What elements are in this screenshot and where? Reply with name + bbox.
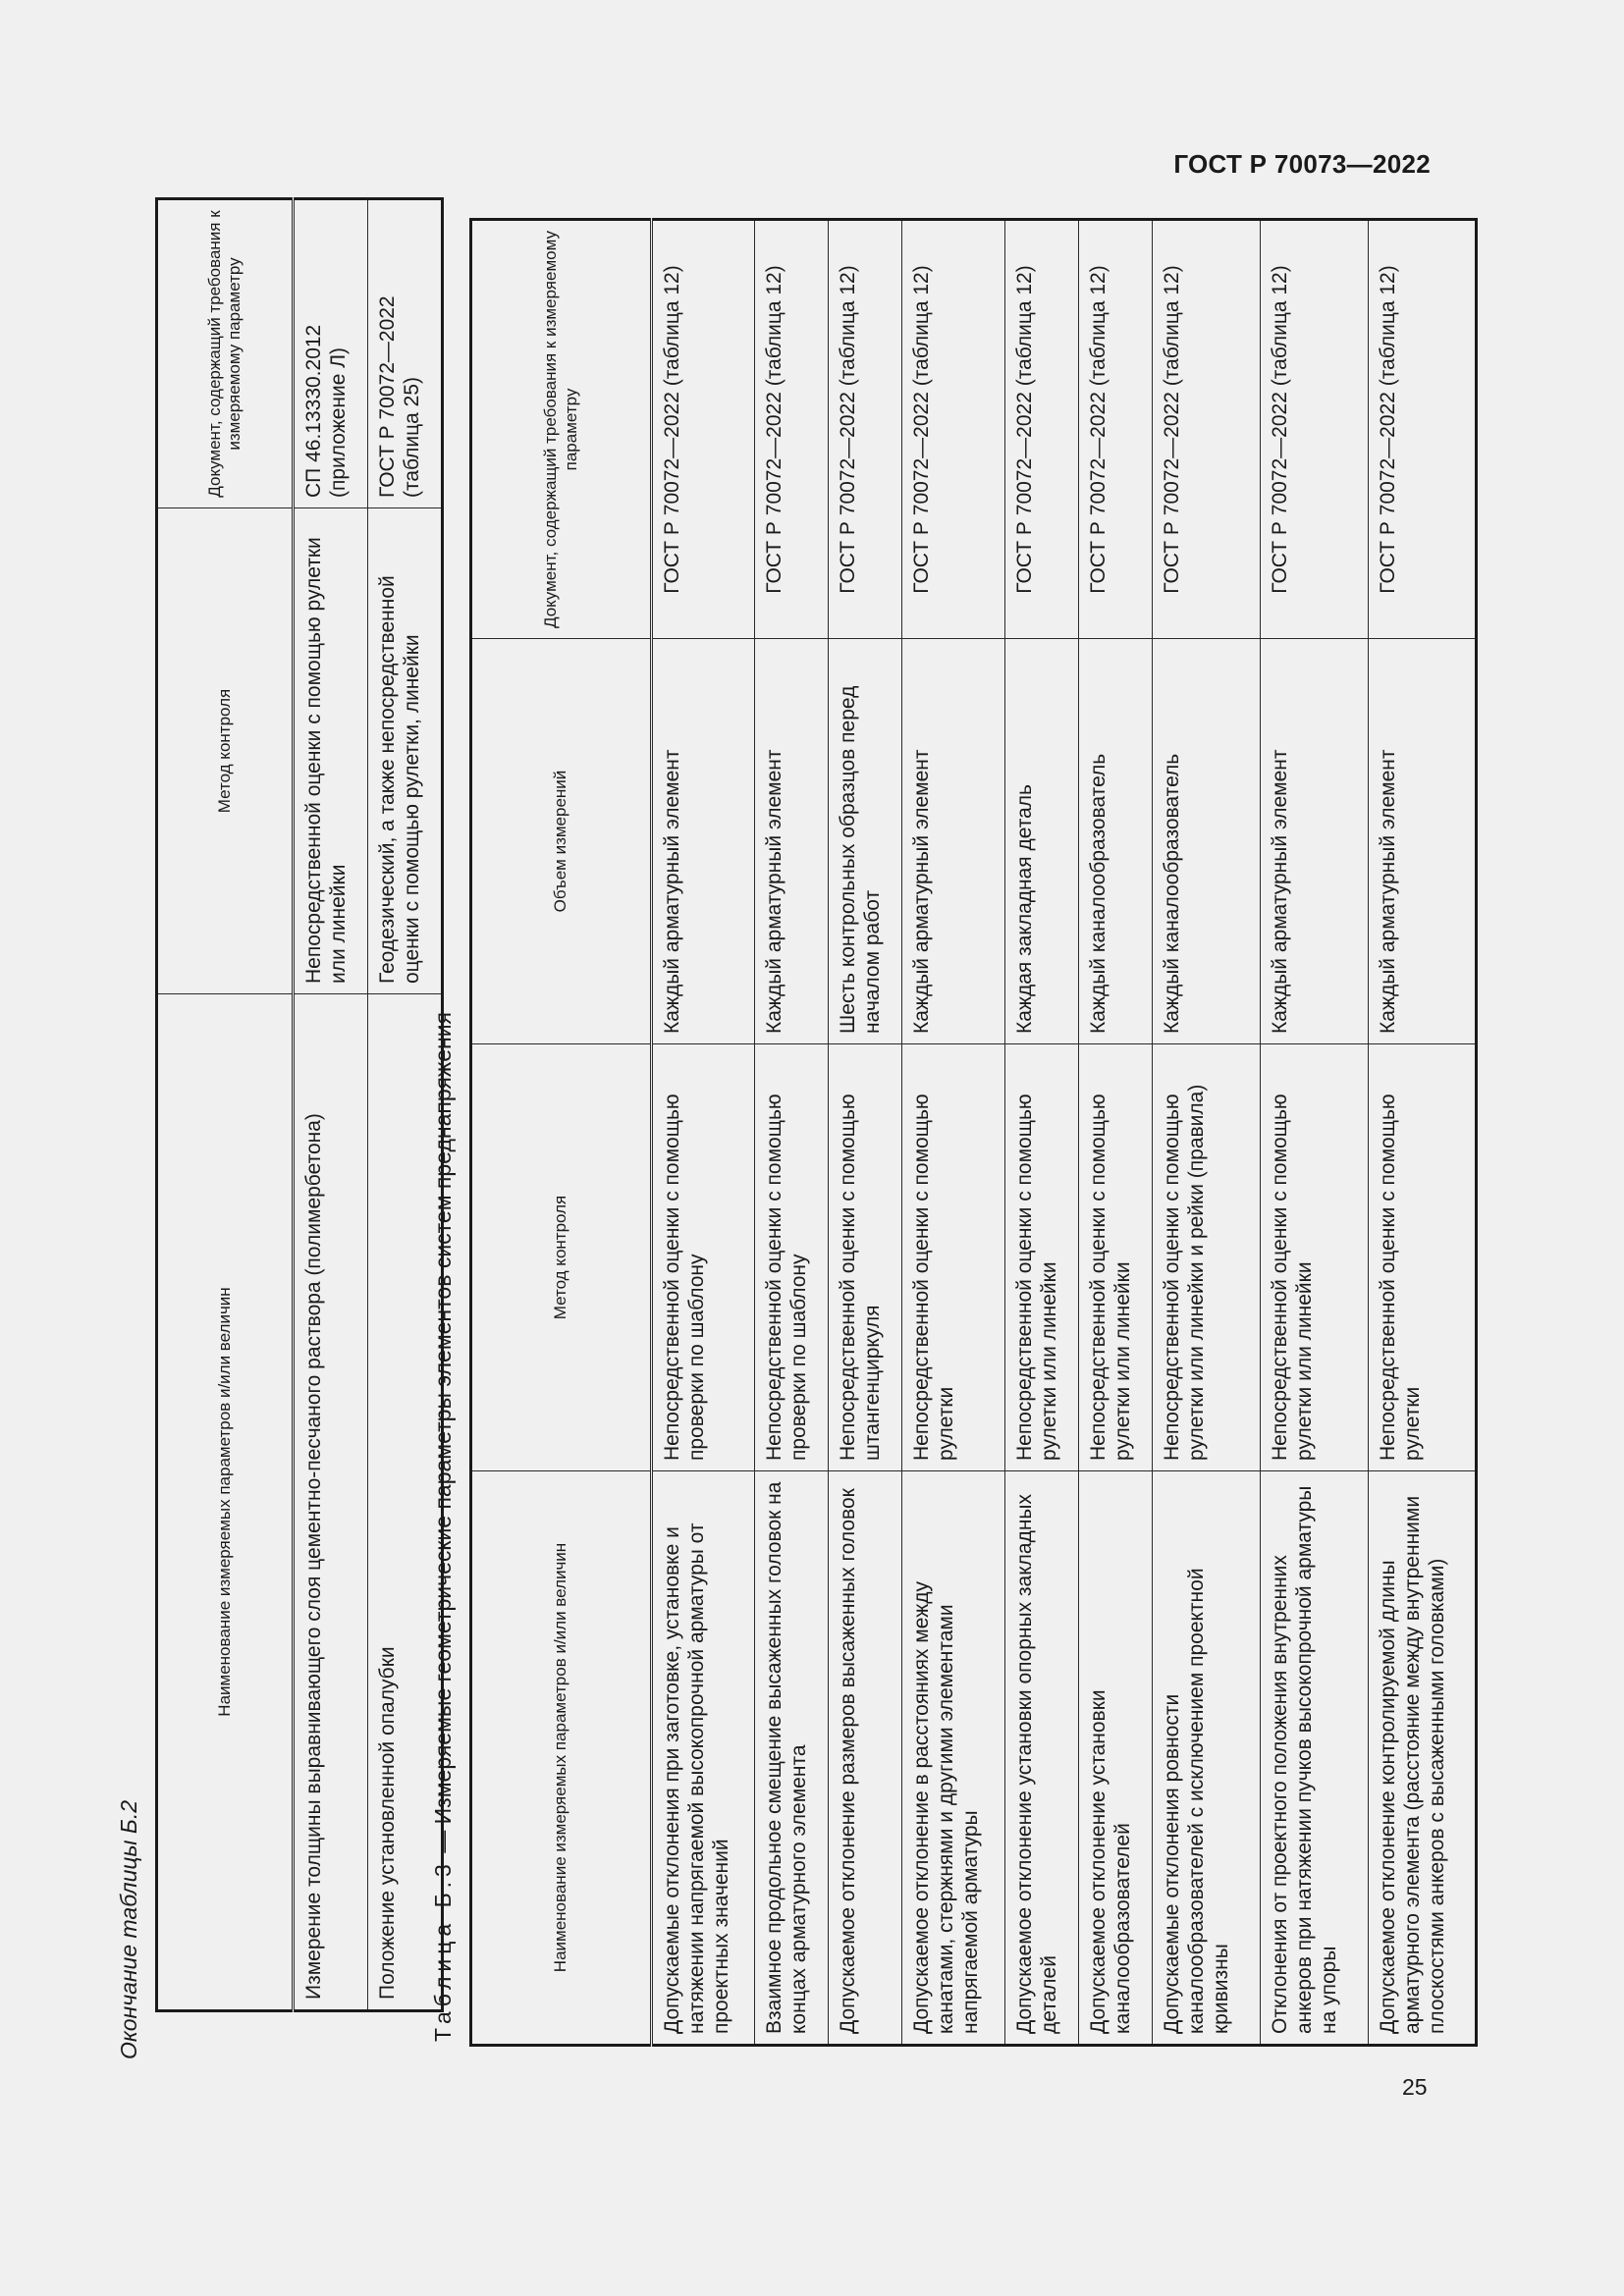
table-cell: ГОСТ Р 70072—2022 (таблица 12) bbox=[1005, 220, 1079, 639]
table-row bbox=[652, 220, 755, 2046]
table-b3-caption-label: Таблица Б.3 bbox=[430, 1859, 456, 2042]
table-cell: Взаимное продольное смещение высаженных головок на концах арматурного элемента bbox=[755, 1471, 829, 2046]
table-cell: Допускаемое отклонение размеров высаженных головок bbox=[829, 1471, 902, 2046]
table-cell: Непосредственной оценки с помощью рулетки или линейки bbox=[1005, 1044, 1079, 1471]
table-cell: Непосредственной оценки с помощью рулетки или линейки bbox=[294, 508, 368, 994]
table-b3-caption-text: — Измеряемые геометрические параметры элементов систем преднапряжения bbox=[430, 1012, 456, 1853]
table-cell: ГОСТ Р 70072—2022 (таблица 12) bbox=[1369, 220, 1477, 639]
table-b3-caption bbox=[430, 1012, 457, 2042]
table-b2-column-header: Наименование измеряемых параметров и/или величин bbox=[157, 994, 294, 2011]
table-cell: Допускаемое отклонение в расстояниях между канатами, стержнями и другими элементами напрягаемой арматуры bbox=[902, 1471, 1005, 2046]
table-cell: Непосредственной оценки с помощью проверки по шаблону bbox=[652, 1044, 755, 1471]
table-cell: ГОСТ Р 70072—2022 (таблица 25) bbox=[368, 199, 443, 508]
table-b2-column-header: Документ, содержащий требования к измеряемому параметру bbox=[157, 199, 294, 508]
rotated-page-content bbox=[108, 79, 1448, 2081]
table-cell: Допускаемое отклонение установки каналообразователей bbox=[1079, 1471, 1153, 2046]
table-b3 bbox=[469, 218, 1478, 2047]
table-b2-header-row bbox=[157, 199, 294, 2011]
table-row bbox=[294, 199, 368, 2011]
table-cell: Допускаемое отклонение установки опорных закладных деталей bbox=[1005, 1471, 1079, 2046]
table-row bbox=[1369, 220, 1477, 2046]
table-cell: Непосредственной оценки с помощью рулетки или линейки и рейки (правила) bbox=[1153, 1044, 1261, 1471]
table-cell: Шесть контрольных образцов перед началом работ bbox=[829, 639, 902, 1044]
table-cell: ГОСТ Р 70072—2022 (таблица 12) bbox=[829, 220, 902, 639]
table-cell: Допускаемые отклонения при заготовке, установке и натяжении напрягаемой высокопрочной арматуры от проектных значений bbox=[652, 1471, 755, 2046]
table-b3-column-header: Объем измерений bbox=[471, 639, 652, 1044]
table-cell: Каждый арматурный элемент bbox=[1261, 639, 1369, 1044]
table-row bbox=[902, 220, 1005, 2046]
table-b3-column-header: Наименование измеряемых параметров и/или величин bbox=[471, 1471, 652, 2046]
table-cell: Каждая закладная деталь bbox=[1005, 639, 1079, 1044]
table-cell: Измерение толщины выравнивающего слоя цементно-песчаного раствора (полимербетона) bbox=[294, 994, 368, 2011]
table-row bbox=[1153, 220, 1261, 2046]
table-cell: Непосредственной оценки с помощью штангенциркуля bbox=[829, 1044, 902, 1471]
table-cell: ГОСТ Р 70072—2022 (таблица 12) bbox=[1079, 220, 1153, 639]
page-number: 25 bbox=[1402, 2074, 1428, 2100]
table-row bbox=[1005, 220, 1079, 2046]
table-cell: Непосредственной оценки с помощью рулетки или линейки bbox=[1079, 1044, 1153, 1471]
table-cell: Непосредственной оценки с помощью проверки по шаблону bbox=[755, 1044, 829, 1471]
table-b3-column-header: Метод контроля bbox=[471, 1044, 652, 1471]
table-b2-continuation-caption: Окончание таблицы Б.2 bbox=[116, 1799, 141, 2059]
table-cell: Геодезический, а также непосредственной оценки с помощью рулетки, линейки bbox=[368, 508, 443, 994]
table-cell: Каждый каналообразователь bbox=[1079, 639, 1153, 1044]
table-cell: Отклонения от проектного положения внутренних анкеров при натяжении пучков высокопрочной арматуры на упоры bbox=[1261, 1471, 1369, 2046]
table-cell: ГОСТ Р 70072—2022 (таблица 12) bbox=[902, 220, 1005, 639]
table-cell: Положение установленной опалубки bbox=[368, 994, 443, 2011]
table-cell: Непосредственной оценки с помощью рулетки bbox=[902, 1044, 1005, 1471]
standard-designation: ГОСТ Р 70073—2022 bbox=[1173, 149, 1431, 179]
table-cell: СП 46.13330.2012 (приложение Л) bbox=[294, 199, 368, 508]
table-row bbox=[829, 220, 902, 2046]
table-b2-column-header: Метод контроля bbox=[157, 508, 294, 994]
table-row bbox=[1079, 220, 1153, 2046]
table-b2 bbox=[155, 197, 444, 2012]
table-cell: Каждый каналообразователь bbox=[1153, 639, 1261, 1044]
table-cell: Допускаемые отклонения ровности каналообразователей с исключением проектной кривизны bbox=[1153, 1471, 1261, 2046]
table-cell: Каждый арматурный элемент bbox=[755, 639, 829, 1044]
table-cell: ГОСТ Р 70072—2022 (таблица 12) bbox=[652, 220, 755, 639]
table-row bbox=[1261, 220, 1369, 2046]
table-cell: ГОСТ Р 70072—2022 (таблица 12) bbox=[1153, 220, 1261, 639]
table-b3-header-row bbox=[471, 220, 652, 2046]
table-cell: Каждый арматурный элемент bbox=[652, 639, 755, 1044]
table-cell: Непосредственной оценки с помощью рулетки bbox=[1369, 1044, 1477, 1471]
table-cell: Непосредственной оценки с помощью рулетки или линейки bbox=[1261, 1044, 1369, 1471]
table-cell: Каждый арматурный элемент bbox=[902, 639, 1005, 1044]
table-cell: Допускаемое отклонение контролируемой длины арматурного элемента (расстояние между внутренними плоскостями анкеров с высаженными головками) bbox=[1369, 1471, 1477, 2046]
table-cell: ГОСТ Р 70072—2022 (таблица 12) bbox=[755, 220, 829, 639]
table-b3-column-header: Документ, содержащий требования к измеряемому параметру bbox=[471, 220, 652, 639]
table-cell: Каждый арматурный элемент bbox=[1369, 639, 1477, 1044]
table-row bbox=[755, 220, 829, 2046]
table-cell: ГОСТ Р 70072—2022 (таблица 12) bbox=[1261, 220, 1369, 639]
